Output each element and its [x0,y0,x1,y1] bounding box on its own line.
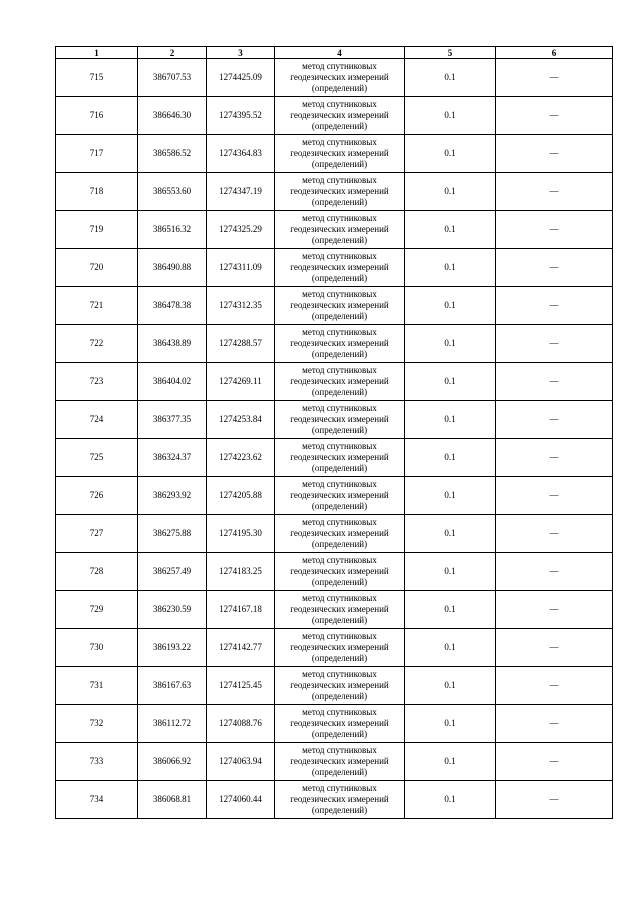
method-line-1: метод спутниковых [302,137,377,147]
header-col-6: 6 [496,47,613,59]
coord-y: 1274311.09 [207,249,275,287]
coord-y: 1274183.25 [207,553,275,591]
coord-y: 1274325.29 [207,211,275,249]
description-cell: — [496,629,613,667]
table-row [56,781,613,819]
method-cell [275,629,405,667]
method-line-1: метод спутниковых [302,251,377,261]
accuracy-value: 0.1 [405,363,496,401]
method-line-3: (определений) [311,387,368,397]
method-line-2: геодезических измерений [290,186,389,196]
coord-x: 386586.52 [138,135,207,173]
method-line-2: геодезических измерений [290,224,389,234]
method-line-1: метод спутниковых [302,631,377,641]
point-number: 722 [56,325,138,363]
table-row [56,439,613,477]
coord-y: 1274364.83 [207,135,275,173]
description-cell: — [496,97,613,135]
method-cell [275,781,405,819]
method-line-3: (определений) [311,311,368,321]
coord-y: 1274395.52 [207,97,275,135]
point-number: 727 [56,515,138,553]
method-line-3: (определений) [311,767,368,777]
coord-x: 386404.02 [138,363,207,401]
accuracy-value: 0.1 [405,591,496,629]
method-line-3: (определений) [311,349,368,359]
method-line-2: геодезических измерений [290,376,389,386]
description-cell: — [496,211,613,249]
method-line-1: метод спутниковых [302,745,377,755]
header-row [56,47,613,59]
accuracy-value: 0.1 [405,705,496,743]
accuracy-value: 0.1 [405,287,496,325]
table-row [56,211,613,249]
accuracy-value: 0.1 [405,629,496,667]
point-number: 730 [56,629,138,667]
point-number: 719 [56,211,138,249]
method-line-3: (определений) [311,121,368,131]
header-col-4: 4 [275,47,405,59]
method-line-1: метод спутниковых [302,403,377,413]
coord-x: 386257.49 [138,553,207,591]
description-cell: — [496,667,613,705]
point-number: 723 [56,363,138,401]
method-line-1: метод спутниковых [302,175,377,185]
point-number: 715 [56,59,138,97]
method-line-2: геодезических измерений [290,718,389,728]
method-line-2: геодезических измерений [290,148,389,158]
coord-y: 1274205.88 [207,477,275,515]
method-line-3: (определений) [311,197,368,207]
method-line-2: геодезических измерений [290,794,389,804]
coord-y: 1274288.57 [207,325,275,363]
accuracy-value: 0.1 [405,211,496,249]
coord-x: 386275.88 [138,515,207,553]
point-number: 733 [56,743,138,781]
coord-y: 1274125.45 [207,667,275,705]
accuracy-value: 0.1 [405,553,496,591]
method-cell [275,211,405,249]
method-line-2: геодезических измерений [290,566,389,576]
coord-x: 386438.89 [138,325,207,363]
table-row [56,135,613,173]
method-cell [275,553,405,591]
description-cell: — [496,591,613,629]
coord-x: 386646.30 [138,97,207,135]
method-line-3: (определений) [311,235,368,245]
accuracy-value: 0.1 [405,249,496,287]
accuracy-value: 0.1 [405,781,496,819]
method-line-1: метод спутниковых [302,669,377,679]
method-line-2: геодезических измерений [290,414,389,424]
coord-x: 386553.60 [138,173,207,211]
description-cell: — [496,781,613,819]
point-number: 732 [56,705,138,743]
coord-y: 1274195.30 [207,515,275,553]
description-cell: — [496,249,613,287]
point-number: 725 [56,439,138,477]
description-cell: — [496,477,613,515]
method-cell [275,705,405,743]
table-row [56,325,613,363]
coord-y: 1274347.19 [207,173,275,211]
point-number: 728 [56,553,138,591]
method-line-3: (определений) [311,273,368,283]
point-number: 724 [56,401,138,439]
method-line-1: метод спутниковых [302,327,377,337]
description-cell: — [496,705,613,743]
coord-y: 1274060.44 [207,781,275,819]
table-row [56,743,613,781]
table-row [56,705,613,743]
method-line-3: (определений) [311,577,368,587]
method-cell [275,173,405,211]
table-row [56,401,613,439]
method-line-1: метод спутниковых [302,99,377,109]
description-cell: — [496,363,613,401]
coord-x: 386293.92 [138,477,207,515]
table-row [56,287,613,325]
method-line-1: метод спутниковых [302,213,377,223]
method-line-2: геодезических измерений [290,262,389,272]
accuracy-value: 0.1 [405,401,496,439]
method-line-2: геодезических измерений [290,756,389,766]
method-cell [275,135,405,173]
table-row [56,477,613,515]
coordinates-table [55,46,613,819]
method-line-1: метод спутниковых [302,707,377,717]
accuracy-value: 0.1 [405,173,496,211]
point-number: 721 [56,287,138,325]
description-cell: — [496,401,613,439]
header-col-5: 5 [405,47,496,59]
point-number: 726 [56,477,138,515]
table-row [56,363,613,401]
table-row [56,629,613,667]
header-col-2: 2 [138,47,207,59]
coord-x: 386377.35 [138,401,207,439]
accuracy-value: 0.1 [405,135,496,173]
coord-x: 386707.53 [138,59,207,97]
description-cell: — [496,173,613,211]
accuracy-value: 0.1 [405,325,496,363]
method-line-1: метод спутниковых [302,479,377,489]
method-cell [275,401,405,439]
coord-x: 386230.59 [138,591,207,629]
method-line-3: (определений) [311,501,368,511]
description-cell: — [496,515,613,553]
method-line-1: метод спутниковых [302,555,377,565]
method-line-2: геодезических измерений [290,642,389,652]
header-col-3: 3 [207,47,275,59]
table-row [56,249,613,287]
point-number: 731 [56,667,138,705]
coord-y: 1274312.35 [207,287,275,325]
coord-x: 386516.32 [138,211,207,249]
method-line-2: геодезических измерений [290,452,389,462]
method-line-3: (определений) [311,159,368,169]
method-cell [275,325,405,363]
method-line-3: (определений) [311,539,368,549]
point-number: 717 [56,135,138,173]
accuracy-value: 0.1 [405,439,496,477]
method-line-1: метод спутниковых [302,289,377,299]
coord-y: 1274425.09 [207,59,275,97]
table-row [56,591,613,629]
document-page [55,46,612,819]
method-line-1: метод спутниковых [302,593,377,603]
method-line-2: геодезических измерений [290,110,389,120]
method-cell [275,439,405,477]
method-line-3: (определений) [311,729,368,739]
description-cell: — [496,325,613,363]
coord-x: 386490.88 [138,249,207,287]
method-line-2: геодезических измерений [290,490,389,500]
description-cell: — [496,553,613,591]
point-number: 716 [56,97,138,135]
table-row [56,173,613,211]
method-line-1: метод спутниковых [302,441,377,451]
method-line-3: (определений) [311,463,368,473]
point-number: 718 [56,173,138,211]
coord-x: 386068.81 [138,781,207,819]
accuracy-value: 0.1 [405,59,496,97]
method-cell [275,743,405,781]
method-line-3: (определений) [311,83,368,93]
point-number: 734 [56,781,138,819]
coord-x: 386066.92 [138,743,207,781]
table-row [56,667,613,705]
description-cell: — [496,743,613,781]
method-line-2: геодезических измерений [290,604,389,614]
coord-x: 386112.72 [138,705,207,743]
method-line-3: (определений) [311,425,368,435]
method-cell [275,515,405,553]
table-row [56,515,613,553]
method-line-3: (определений) [311,691,368,701]
description-cell: — [496,135,613,173]
method-cell [275,249,405,287]
coord-y: 1274269.11 [207,363,275,401]
coord-x: 386167.63 [138,667,207,705]
method-line-1: метод спутниковых [302,783,377,793]
description-cell: — [496,59,613,97]
coord-y: 1274088.76 [207,705,275,743]
method-line-3: (определений) [311,615,368,625]
coord-x: 386324.37 [138,439,207,477]
method-line-3: (определений) [311,653,368,663]
coord-y: 1274063.94 [207,743,275,781]
coord-x: 386193.22 [138,629,207,667]
method-line-2: геодезических измерений [290,338,389,348]
table-row [56,553,613,591]
method-line-2: геодезических измерений [290,72,389,82]
coord-y: 1274167.18 [207,591,275,629]
method-cell [275,591,405,629]
table-row [56,97,613,135]
point-number: 720 [56,249,138,287]
accuracy-value: 0.1 [405,515,496,553]
description-cell: — [496,439,613,477]
method-line-2: геодезических измерений [290,300,389,310]
method-line-2: геодезических измерений [290,680,389,690]
accuracy-value: 0.1 [405,743,496,781]
method-line-3: (определений) [311,805,368,815]
header-col-1: 1 [56,47,138,59]
accuracy-value: 0.1 [405,97,496,135]
method-line-1: метод спутниковых [302,365,377,375]
method-line-1: метод спутниковых [302,61,377,71]
method-line-1: метод спутниковых [302,517,377,527]
table-row [56,59,613,97]
method-cell [275,59,405,97]
coord-y: 1274223.62 [207,439,275,477]
accuracy-value: 0.1 [405,667,496,705]
method-cell [275,97,405,135]
method-cell [275,363,405,401]
method-cell [275,477,405,515]
method-cell [275,287,405,325]
coord-y: 1274142.77 [207,629,275,667]
method-line-2: геодезических измерений [290,528,389,538]
description-cell: — [496,287,613,325]
coord-x: 386478.38 [138,287,207,325]
method-cell [275,667,405,705]
point-number: 729 [56,591,138,629]
table-body [56,59,613,819]
coord-y: 1274253.84 [207,401,275,439]
accuracy-value: 0.1 [405,477,496,515]
